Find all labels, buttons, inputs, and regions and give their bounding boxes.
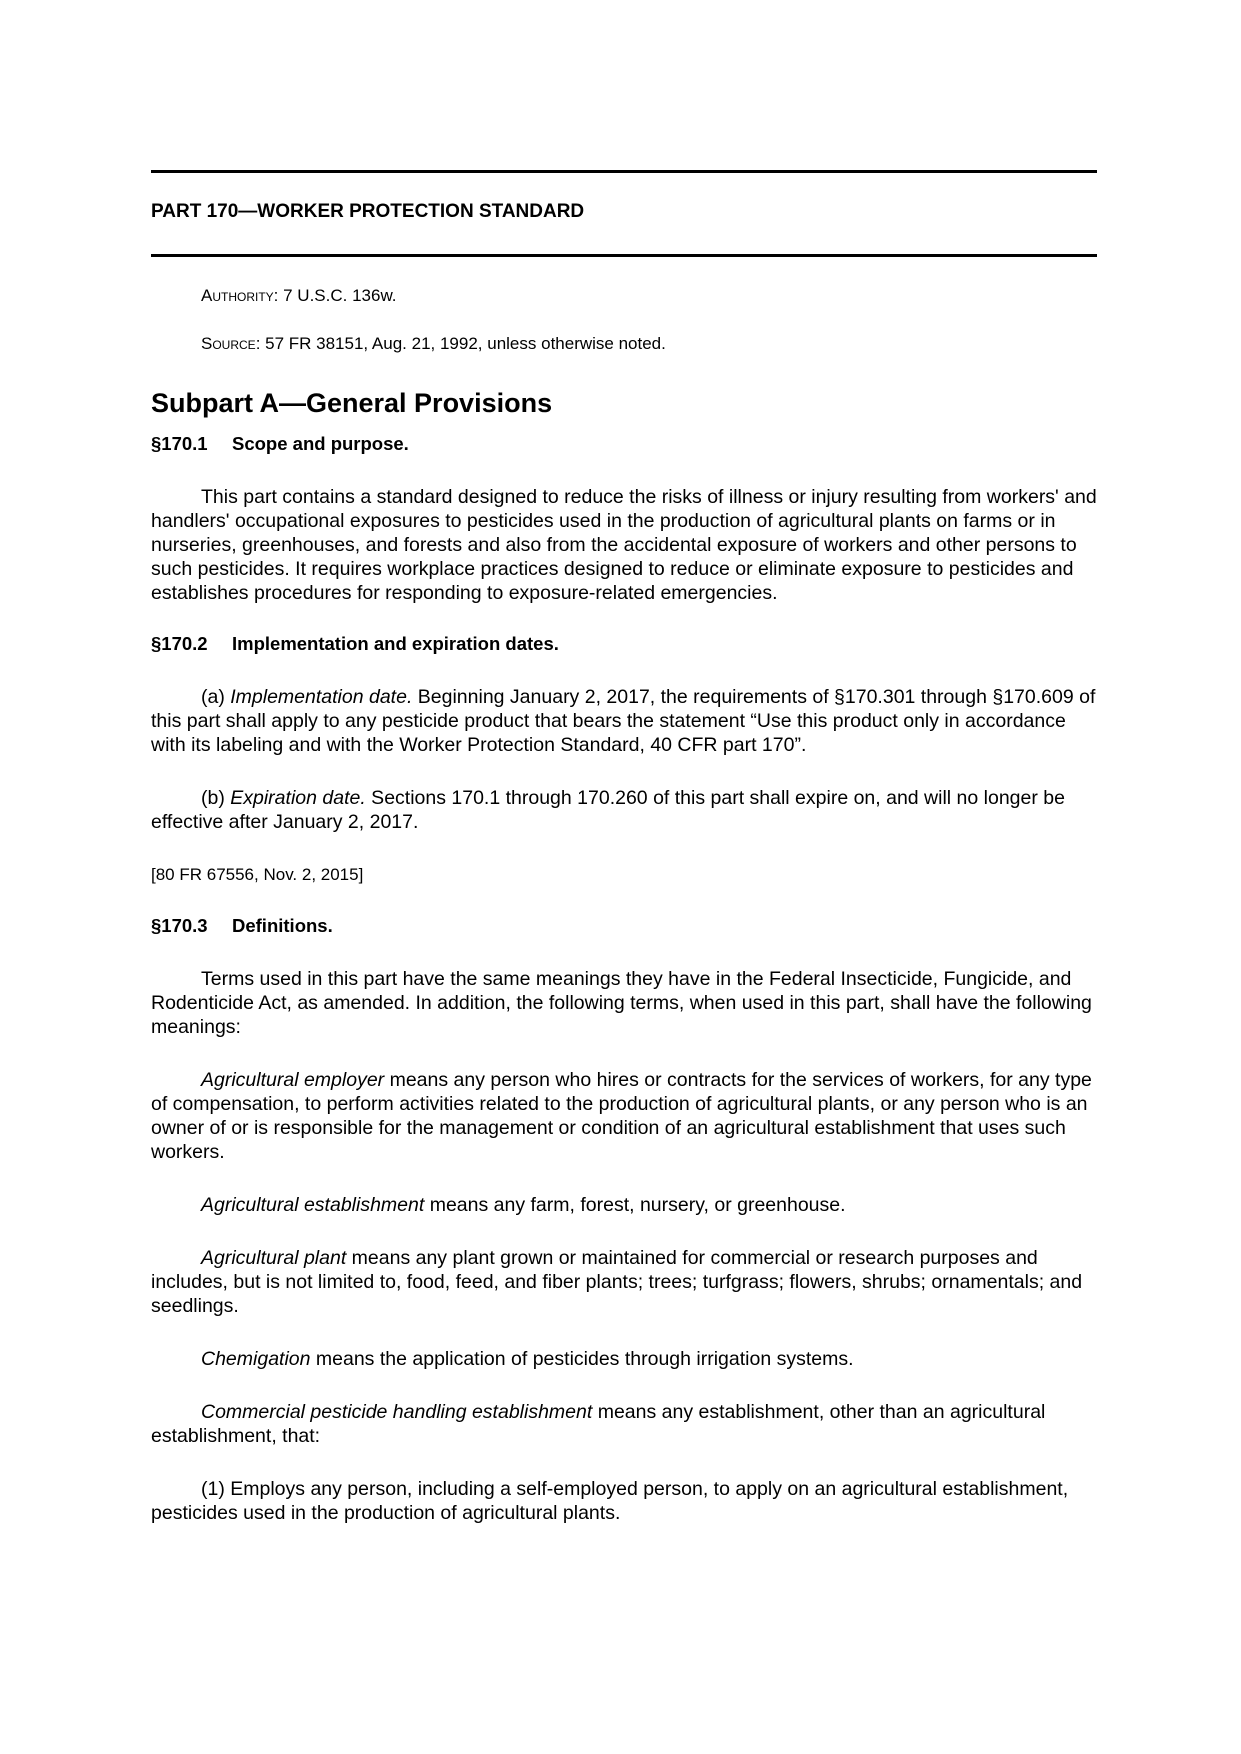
section-title: Scope and purpose. [232,433,409,454]
section-number: §170.3 [151,915,208,936]
definition-term: Commercial pesticide handling establishment [201,1401,593,1423]
section-number: §170.1 [151,433,208,454]
definition-text: means any farm, forest, nursery, or greenhouse. [424,1194,846,1216]
subpart-title: Subpart A—General Provisions [151,388,553,418]
section-heading-170-1 [151,432,1097,456]
authority-line [151,285,1097,307]
definitions-intro: Terms used in this part have the same meanings they have in the Federal Insecticide, Fungicide, and Rodenticide Act, as amended. In addition, the following terms, when used in this part, shall have the following meanings: [151,968,1092,1038]
section-title: Definitions. [232,915,333,936]
paragraph-term: Expiration date. [230,787,366,809]
paragraph-marker: (a) [201,686,231,708]
definition-commercial-pesticide-handling-establishment [151,1400,1097,1448]
paragraph-term: Implementation date. [230,686,413,708]
part-title: PART 170—WORKER PROTECTION STANDARD [151,201,585,222]
section-heading-170-3 [151,914,1097,938]
definition-term: Agricultural employer [201,1069,385,1091]
definition-agricultural-establishment [151,1193,1097,1217]
scope-paragraph: This part contains a standard designed to reduce the risks of illness or injury resulting from workers' and handlers' occupational exposures to pesticides used in the production of agricultural plants on farms or in nurseries, greenhouses, and forests and also from the accidental exposure of workers and other persons to such pesticides. It requires workplace practices designed to reduce or eliminate exposure to pesticides and establishes procedures for responding to exposure-related emergencies. [151,486,1097,604]
implementation-date-paragraph [151,685,1097,757]
section-heading-170-2 [151,632,1097,656]
definition-item-1: (1) Employs any person, including a self-employed person, to apply on an agricultural establishment, pesticides used in the production of agricultural plants. [151,1478,1069,1524]
expiration-date-paragraph [151,786,1097,834]
source-line [151,333,1097,355]
top-rule [151,170,1097,173]
definition-term: Agricultural establishment [201,1194,425,1216]
paragraph-text: Beginning January 2, 2017, the requirements of §170.301 through §170.609 of this part shall apply to any pesticide product that bears the statement “Use this product only in accordance with its labeling and with the Worker Protection Standard, 40 CFR part 170”. [151,686,1096,756]
source-text: : 57 FR 38151, Aug. 21, 1992, unless otherwise noted. [255,334,666,353]
definition-agricultural-plant [151,1246,1097,1318]
section-title: Implementation and expiration dates. [232,633,559,654]
definition-term: Chemigation [201,1348,311,1370]
definition-chemigation [151,1347,1097,1371]
bottom-rule [151,254,1097,257]
authority-label: Authority [201,286,274,305]
source-label: Source [201,334,256,353]
document-body [151,285,1097,1525]
paragraph-marker: (b) [201,787,231,809]
definition-term: Agricultural plant [201,1247,347,1269]
definition-text: means any plant grown or maintained for commercial or research purposes and includes, but is not limited to, food, feed, and fiber plants; trees; turfgrass; flowers, shrubs; ornamentals; and seedlings. [151,1247,1083,1317]
definition-agricultural-employer [151,1068,1097,1164]
definition-text: means any establishment, other than an agricultural establishment, that: [151,1401,1046,1447]
authority-text: : 7 U.S.C. 136w. [273,286,397,305]
definition-text: means any person who hires or contracts for the services of workers, for any type of compensation, to perform activities related to the production of agricultural plants, or any person who is an owner of or is responsible for the management or condition of an agricultural establishment that uses such workers. [151,1069,1092,1163]
section-number: §170.2 [151,633,208,654]
source-citation: [80 FR 67556, Nov. 2, 2015] [151,865,364,884]
definition-text: means the application of pesticides through irrigation systems. [310,1348,854,1370]
paragraph-text: Sections 170.1 through 170.260 of this part shall expire on, and will no longer be effective after January 2, 2017. [151,787,1065,833]
